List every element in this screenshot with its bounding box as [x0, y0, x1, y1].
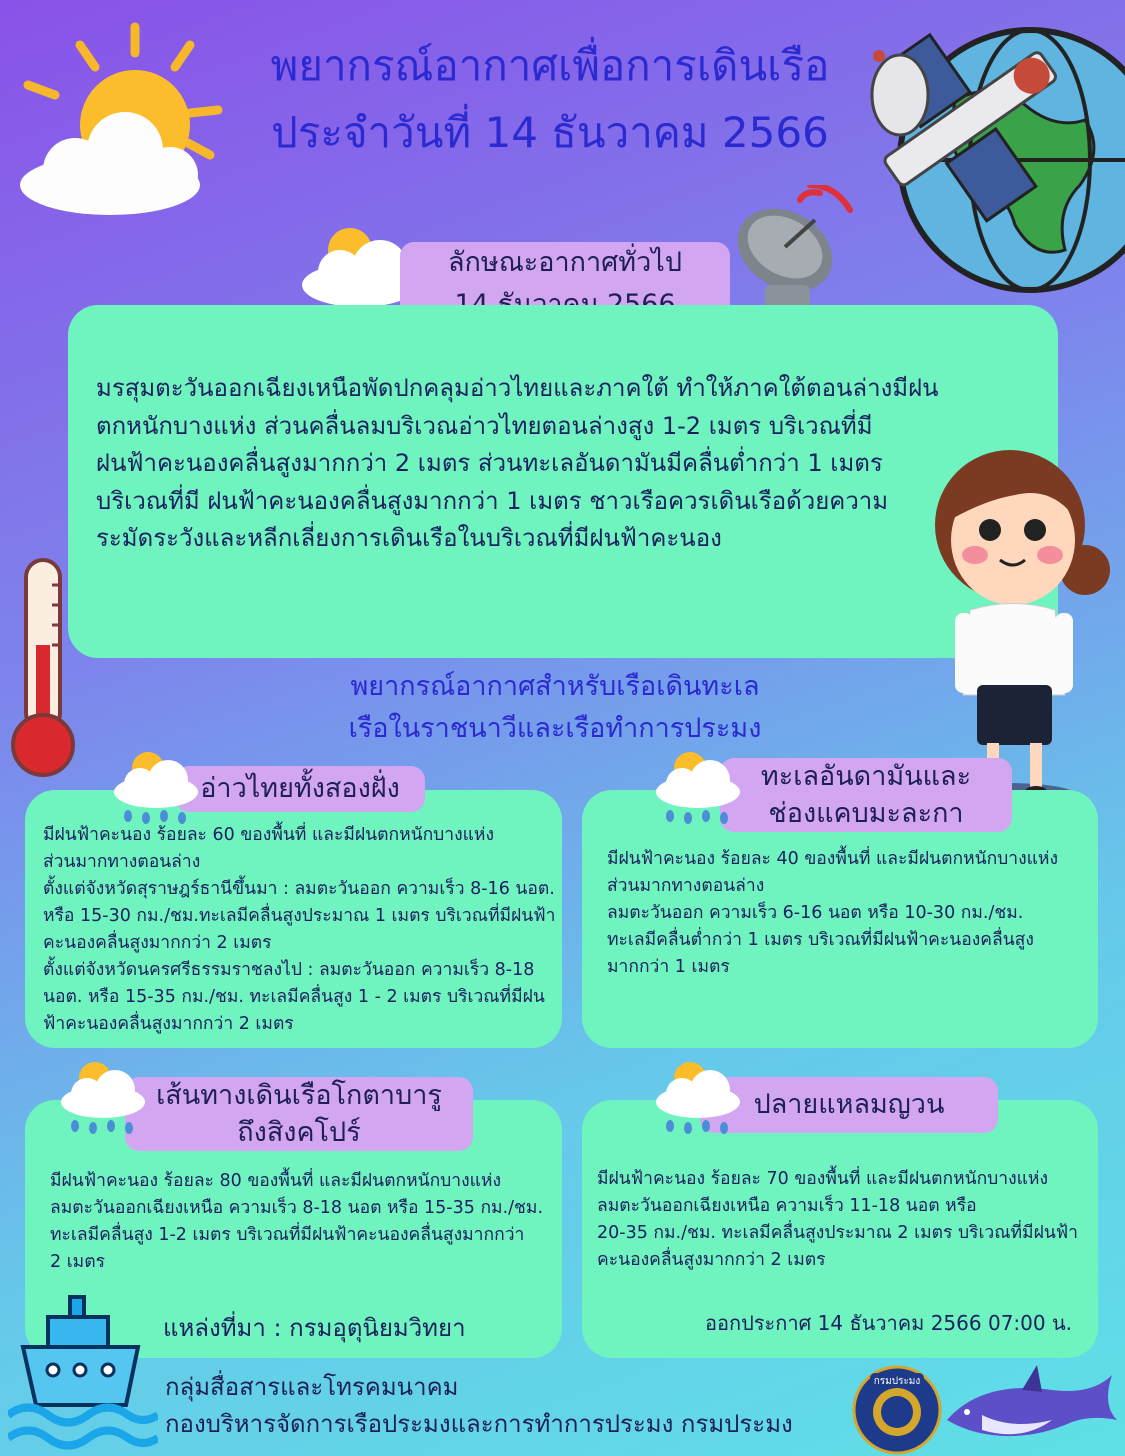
page-title: พยากรณ์อากาศเพื่อการเดินเรือ	[270, 41, 830, 90]
kota-tag	[125, 1077, 473, 1151]
kota-forecast-text: มีฝนฟ้าคะนอง ร้อยละ 80 ของพื้นที่ และมีฝนตกหนักบางแห่ง ลมตะวันออกเฉียงเหนือ ความเร็ว 8-18 นอต หรือ 15-35 กม./ชม. ทะเลมีคลื่นสูง 1-2 เมตร บริเวณที่มีฝนฟ้าคะนองคลื่นสูงมากกว่า 2 เมตร	[50, 1171, 544, 1272]
general-conditions-card	[68, 305, 1058, 658]
andaman-tag-line1: ทะเลอันดามันและ	[760, 761, 972, 792]
department-seal-logo	[852, 1365, 942, 1455]
forecast-heading-line2: เรือในราชนาวีและเรือทำการประมง	[348, 713, 762, 744]
ship-icon	[8, 1295, 158, 1453]
page-date-title: ประจำวันที่ 14 ธันวาคม 2566	[271, 108, 829, 157]
kota-tag-line1: เส้นทางเดินเรือโกตาบารู	[156, 1080, 442, 1111]
globe-satellite-icon	[855, 10, 1125, 300]
weather-rain-icon	[650, 740, 745, 825]
gulf-of-thailand-card	[25, 790, 562, 1048]
general-conditions-text: มรสุมตะวันออกเฉียงเหนือพัดปกคลุมอ่าวไทยและภาคใต้ ทำให้ภาคใต้ตอนล่างมีฝน ตกหนักบางแห่ง ส่วนคลื่นลมบริเวณอ่าวไทยตอนล่างสูง 1-2 เมตร บริเวณที่มี ฝนฟ้าคะนองคลื่นสูงมากกว่า 2 เมตร ส่วนทะเลอันดามันมีคลื่นต่ำกว่า 1 เมตร บริเวณที่มี ฝนฟ้าคะนองคลื่นสูงมากกว่า 1 เมตร ชาวเรือควรเดินเรือด้วยความ ระมัดระวังและหลีกเลี่ยงการเดินเรือในบริเวณที่มีฝนฟ้าคะนอง	[96, 374, 939, 552]
weather-rain-icon	[650, 1050, 745, 1135]
footer-line1: กลุ่มสื่อสารและโทรคมนาคม	[165, 1373, 459, 1401]
forecast-heading-line1: พยากรณ์อากาศสำหรับเรือเดินทะเล	[350, 671, 760, 702]
dolphin-illustration	[942, 1360, 1122, 1456]
footer-line2: กองบริหารจัดการเรือประมงและการทำการประมง กรมประมง	[165, 1410, 793, 1438]
andaman-tag-line2: ช่องแคบมะละกา	[768, 798, 964, 829]
general-tag-title: ลักษณะอากาศทั่วไป	[448, 247, 682, 278]
radar-dish-icon	[730, 185, 865, 320]
officer-girl-illustration	[935, 425, 1115, 810]
gulf-forecast-text: มีฝนฟ้าคะนอง ร้อยละ 60 ของพื้นที่ และมีฝนตกหนักบางแห่ง ส่วนมากทางตอนล่าง ตั้งแต่จังหวัดสุราษฎร์ธานีขึ้นมา : ลมตะวันออก ความเร็ว 8-16 นอต. หรือ 15-30 กม./ชม.ทะเลมีคลื่นสูงประมาณ 1 เมตร บริเวณที่มีฝนฟ้า คะนองคลื่นสูงมากกว่า 2 เมตร ตั้งแต่จังหวัดนครศรีธรรมราชลงไป : ลมตะวันออก ความเร็ว 8-18 นอต. หรือ 15-35 กม./ชม. ทะเลมีคลื่นสูง 1 - 2 เมตร บริเวณที่มีฝน ฟ้าคะนองคลื่นสูงมากกว่า 2 เมตร	[43, 825, 556, 1034]
weather-rain-icon	[108, 740, 203, 825]
camau-tag: ปลายแหลมญวน	[700, 1077, 998, 1133]
kota-tag-line2: ถึงสิงคโปร์	[237, 1117, 361, 1148]
andaman-tag	[720, 758, 1012, 832]
gulf-tag: อ่าวไทยทั้งสองฝั่ง	[175, 766, 425, 812]
weather-rain-icon	[55, 1050, 150, 1135]
andaman-forecast-text: มีฝนฟ้าคะนอง ร้อยละ 40 ของพื้นที่ และมีฝนตกหนักบางแห่ง ส่วนมากทางตอนล่าง ลมตะวันออก ความเร็ว 6-16 นอต หรือ 10-30 กม./ชม. ทะเลมีคลื่นต่ำกว่า 1 เมตร บริเวณที่มีฝนฟ้าคะนองคลื่นสูง มากกว่า 1 เมตร	[607, 849, 1059, 977]
thermometer-icon	[8, 555, 78, 785]
issued-time: ออกประกาศ 14 ธันวาคม 2566 07:00 น.	[704, 1311, 1072, 1335]
ca-mau-card	[582, 1100, 1098, 1358]
camau-forecast-text: มีฝนฟ้าคะนอง ร้อยละ 70 ของพื้นที่ และมีฝนตกหนักบางแห่ง ลมตะวันออกเฉียงเหนือ ความเร็ว 11-18 นอต หรือ 20-35 กม./ชม. ทะเลมีคลื่นสูงประมาณ 2 เมตร บริเวณที่มีฝนฟ้า คะนองคลื่นสูงมากกว่า 2 เมตร	[597, 1169, 1079, 1270]
source-credit: แหล่งที่มา : กรมอุตุนิยมวิทยา	[163, 1314, 466, 1342]
svg-text:กรมประมง: กรมประมง	[873, 1376, 921, 1387]
